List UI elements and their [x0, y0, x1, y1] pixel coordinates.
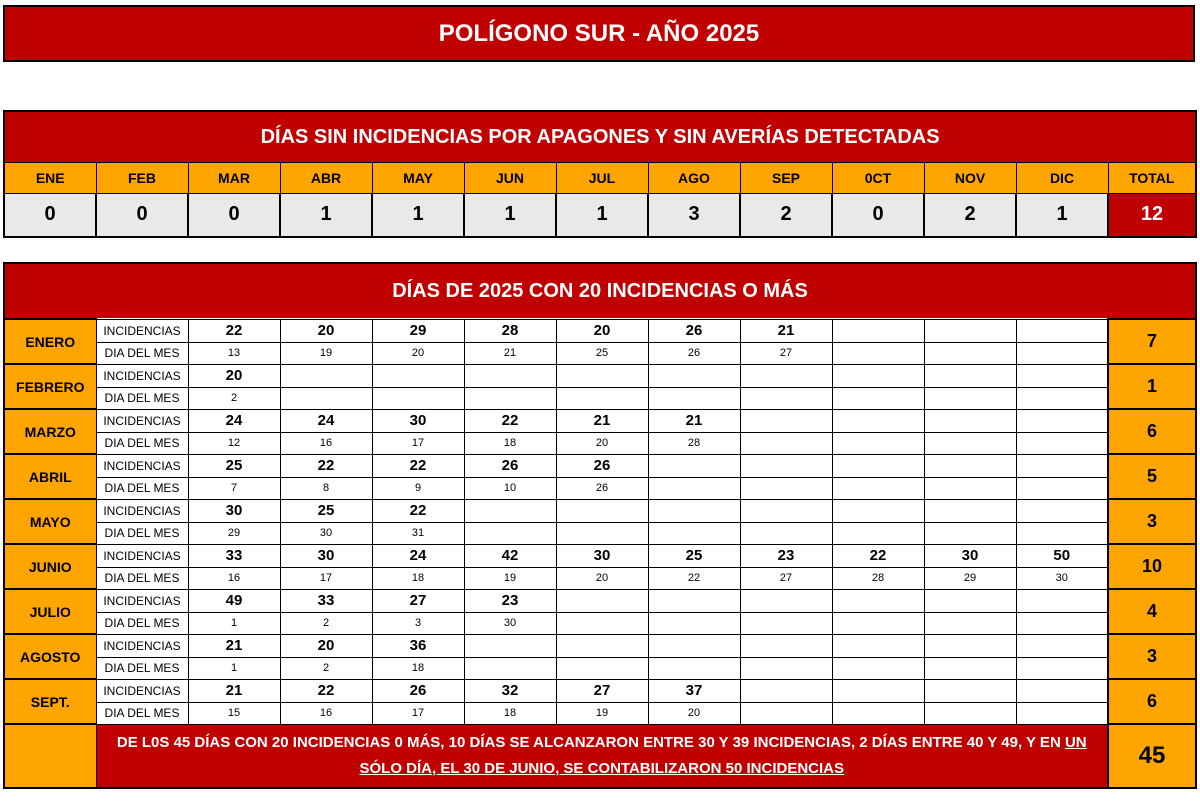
dia-value — [648, 657, 740, 679]
dia-value — [832, 477, 924, 499]
dia-value — [1016, 477, 1108, 499]
total-value: 12 — [1108, 194, 1196, 237]
dia-value: 9 — [372, 477, 464, 499]
month-dia-row — [4, 432, 1196, 454]
dia-value: 30 — [464, 612, 556, 634]
dia-value: 17 — [280, 567, 372, 589]
month-dia-row — [4, 342, 1196, 364]
dia-value: 19 — [464, 567, 556, 589]
incidencias-value: 23 — [464, 589, 556, 612]
incidencias-value: 22 — [280, 679, 372, 702]
incidencias-value — [832, 364, 924, 387]
dia-value: 12 — [188, 432, 280, 454]
month-name: ENERO — [4, 319, 96, 364]
dia-value — [1016, 612, 1108, 634]
dia-value — [924, 342, 1016, 364]
incidencias-value: 32 — [464, 679, 556, 702]
dia-value: 30 — [1016, 567, 1108, 589]
dia-value — [832, 342, 924, 364]
dia-value — [832, 657, 924, 679]
total-header: TOTAL — [1108, 163, 1196, 194]
month-incidencias-row — [4, 499, 1196, 522]
dia-value: 20 — [648, 702, 740, 724]
month-name: AGOSTO — [4, 634, 96, 679]
dia-value: 15 — [188, 702, 280, 724]
month-dia-row — [4, 477, 1196, 499]
dia-value: 2 — [280, 657, 372, 679]
dia-value — [924, 612, 1016, 634]
incidencias-value — [832, 679, 924, 702]
month-value: 3 — [648, 194, 740, 237]
month-incidencias-row — [4, 319, 1196, 342]
incidencias-value — [740, 454, 832, 477]
dia-value: 29 — [188, 522, 280, 544]
footer-summary — [96, 724, 1108, 788]
month-value: 0 — [4, 194, 96, 237]
incidencias-value: 22 — [372, 499, 464, 522]
dia-value — [740, 387, 832, 409]
dia-value — [648, 477, 740, 499]
incidencias-value: 30 — [924, 544, 1016, 567]
month-count: 5 — [1108, 454, 1196, 499]
dia-value — [740, 477, 832, 499]
incidencias-value: 22 — [280, 454, 372, 477]
incidencias-value — [924, 589, 1016, 612]
dia-value: 7 — [188, 477, 280, 499]
dia-value — [740, 432, 832, 454]
incidencias-label: INCIDENCIAS — [96, 454, 188, 477]
dia-value — [1016, 657, 1108, 679]
dia-value: 18 — [372, 567, 464, 589]
month-header: NOV — [924, 163, 1016, 194]
incidencias-value: 37 — [648, 679, 740, 702]
month-header: MAY — [372, 163, 464, 194]
dia-label: DIA DEL MES — [96, 432, 188, 454]
incidencias-value: 33 — [188, 544, 280, 567]
month-dia-row — [4, 612, 1196, 634]
incidencias-value: 33 — [280, 589, 372, 612]
dia-value: 21 — [464, 342, 556, 364]
month-name: JULIO — [4, 589, 96, 634]
incidencias-value: 25 — [648, 544, 740, 567]
incidencias-value: 30 — [372, 409, 464, 432]
incidencias-value: 20 — [556, 319, 648, 342]
dia-value: 25 — [556, 342, 648, 364]
no-incidents-heading: DÍAS SIN INCIDENCIAS POR APAGONES Y SIN AVERÍAS DETECTADAS — [4, 111, 1196, 163]
incidencias-label: INCIDENCIAS — [96, 544, 188, 567]
incidencias-value: 36 — [372, 634, 464, 657]
dia-label: DIA DEL MES — [96, 477, 188, 499]
dia-value — [924, 387, 1016, 409]
incidencias-value: 49 — [188, 589, 280, 612]
dia-value: 19 — [280, 342, 372, 364]
dia-label: DIA DEL MES — [96, 567, 188, 589]
incidencias-value — [648, 634, 740, 657]
incidencias-value — [832, 409, 924, 432]
incidencias-value — [740, 589, 832, 612]
month-count: 6 — [1108, 409, 1196, 454]
month-incidencias-row — [4, 544, 1196, 567]
dia-value: 18 — [372, 657, 464, 679]
dia-value: 16 — [188, 567, 280, 589]
incidencias-value — [924, 679, 1016, 702]
month-header: JUN — [464, 163, 556, 194]
incidencias-value — [832, 589, 924, 612]
dia-value: 28 — [648, 432, 740, 454]
incidencias-value — [832, 319, 924, 342]
incidencias-label: INCIDENCIAS — [96, 679, 188, 702]
dia-label: DIA DEL MES — [96, 342, 188, 364]
no-incidents-table — [3, 110, 1197, 238]
incidencias-label: INCIDENCIAS — [96, 364, 188, 387]
incidencias-value: 20 — [188, 364, 280, 387]
incidencias-value: 20 — [280, 634, 372, 657]
dia-value — [740, 657, 832, 679]
dia-value: 3 — [372, 612, 464, 634]
dia-value: 1 — [188, 612, 280, 634]
incidencias-value: 21 — [556, 409, 648, 432]
incidencias-value: 26 — [648, 319, 740, 342]
dia-value — [556, 522, 648, 544]
dia-value: 16 — [280, 432, 372, 454]
incidencias-value — [648, 454, 740, 477]
incidencias-value — [556, 634, 648, 657]
incidencias-value: 22 — [464, 409, 556, 432]
incidencias-value — [464, 634, 556, 657]
dia-value — [556, 387, 648, 409]
month-incidencias-row — [4, 634, 1196, 657]
month-value: 2 — [740, 194, 832, 237]
month-dia-row — [4, 522, 1196, 544]
footer-summary-text: DE L0S 45 DÍAS CON 20 INCIDENCIAS 0 MÁS, 10 DÍAS SE ALCANZARON ENTRE 30 Y 39 INCIDENCIAS, 2 DÍAS ENTRE 40 Y 49, Y EN — [116, 733, 1065, 751]
dia-label: DIA DEL MES — [96, 522, 188, 544]
dia-value: 28 — [832, 567, 924, 589]
month-header: MAR — [188, 163, 280, 194]
incidencias-label: INCIDENCIAS — [96, 319, 188, 342]
incidencias-value — [1016, 364, 1108, 387]
incidencias-label: INCIDENCIAS — [96, 589, 188, 612]
incidencias-value: 23 — [740, 544, 832, 567]
dia-value — [924, 702, 1016, 724]
dia-value — [832, 387, 924, 409]
month-value: 1 — [372, 194, 464, 237]
incidencias-value: 21 — [740, 319, 832, 342]
incidencias-value: 27 — [372, 589, 464, 612]
dia-value — [464, 657, 556, 679]
dia-value — [464, 522, 556, 544]
dia-value — [924, 432, 1016, 454]
dia-value: 18 — [464, 432, 556, 454]
incidencias-value — [924, 409, 1016, 432]
incidencias-value — [924, 319, 1016, 342]
incidencias-value — [924, 454, 1016, 477]
incidencias-value: 24 — [280, 409, 372, 432]
dia-value — [924, 657, 1016, 679]
month-value: 0 — [832, 194, 924, 237]
month-value: 1 — [280, 194, 372, 237]
dia-value — [556, 657, 648, 679]
month-dia-row — [4, 567, 1196, 589]
month-count: 3 — [1108, 499, 1196, 544]
footer-summary-highlight: UN SÓLO DÍA, EL 30 DE JUNIO, SE CONTABILIZARON 50 INCIDENCIAS — [359, 733, 1087, 777]
incidencias-value: 25 — [188, 454, 280, 477]
incidencias-value — [832, 634, 924, 657]
high-incidents-heading: DÍAS DE 2025 CON 20 INCIDENCIAS O MÁS — [4, 263, 1196, 319]
dia-value: 20 — [372, 342, 464, 364]
month-value: 1 — [556, 194, 648, 237]
month-count: 7 — [1108, 319, 1196, 364]
incidencias-value — [648, 364, 740, 387]
month-name: FEBRERO — [4, 364, 96, 409]
incidencias-value: 30 — [280, 544, 372, 567]
dia-value — [648, 522, 740, 544]
month-value: 1 — [1016, 194, 1108, 237]
month-count: 6 — [1108, 679, 1196, 724]
dia-value — [832, 702, 924, 724]
incidencias-value — [740, 364, 832, 387]
month-count: 3 — [1108, 634, 1196, 679]
incidencias-value — [1016, 634, 1108, 657]
dia-label: DIA DEL MES — [96, 657, 188, 679]
month-value: 1 — [464, 194, 556, 237]
dia-value: 20 — [556, 432, 648, 454]
dia-label: DIA DEL MES — [96, 702, 188, 724]
incidencias-value — [1016, 679, 1108, 702]
dia-value: 31 — [372, 522, 464, 544]
incidencias-value — [556, 364, 648, 387]
incidencias-value — [1016, 499, 1108, 522]
dia-value — [740, 702, 832, 724]
month-dia-row — [4, 657, 1196, 679]
dia-value — [740, 612, 832, 634]
month-value: 2 — [924, 194, 1016, 237]
incidencias-value: 22 — [372, 454, 464, 477]
incidencias-value: 24 — [188, 409, 280, 432]
month-incidencias-row — [4, 364, 1196, 387]
incidencias-value — [740, 409, 832, 432]
incidencias-label: INCIDENCIAS — [96, 409, 188, 432]
incidencias-value: 21 — [188, 679, 280, 702]
incidencias-value: 22 — [188, 319, 280, 342]
incidencias-value: 29 — [372, 319, 464, 342]
incidencias-value: 42 — [464, 544, 556, 567]
dia-value — [832, 612, 924, 634]
dia-value: 1 — [188, 657, 280, 679]
month-header: ENE — [4, 163, 96, 194]
page-title: POLÍGONO SUR - AÑO 2025 — [3, 5, 1195, 62]
month-incidencias-row — [4, 409, 1196, 432]
incidencias-label: INCIDENCIAS — [96, 499, 188, 522]
dia-value — [372, 387, 464, 409]
incidencias-value: 28 — [464, 319, 556, 342]
month-header: SEP — [740, 163, 832, 194]
dia-value: 18 — [464, 702, 556, 724]
month-name: MAYO — [4, 499, 96, 544]
incidencias-value: 27 — [556, 679, 648, 702]
month-name: JUNIO — [4, 544, 96, 589]
dia-value — [924, 522, 1016, 544]
incidencias-value — [740, 499, 832, 522]
month-incidencias-row — [4, 454, 1196, 477]
incidencias-value: 24 — [372, 544, 464, 567]
dia-value: 30 — [280, 522, 372, 544]
incidencias-value: 20 — [280, 319, 372, 342]
footer-total: 45 — [1108, 724, 1196, 788]
incidencias-value — [1016, 454, 1108, 477]
dia-value: 29 — [924, 567, 1016, 589]
dia-value: 10 — [464, 477, 556, 499]
dia-value — [1016, 387, 1108, 409]
month-value: 0 — [188, 194, 280, 237]
month-count: 10 — [1108, 544, 1196, 589]
incidencias-value: 25 — [280, 499, 372, 522]
month-name: MARZO — [4, 409, 96, 454]
dia-value: 19 — [556, 702, 648, 724]
dia-value: 16 — [280, 702, 372, 724]
footer-spacer — [4, 724, 96, 788]
dia-value: 2 — [188, 387, 280, 409]
dia-value: 17 — [372, 702, 464, 724]
high-incidents-table — [3, 262, 1197, 789]
dia-value — [1016, 702, 1108, 724]
incidencias-value — [924, 364, 1016, 387]
dia-value — [832, 432, 924, 454]
dia-value: 27 — [740, 342, 832, 364]
incidencias-value — [1016, 409, 1108, 432]
incidencias-value — [740, 679, 832, 702]
incidencias-value — [556, 589, 648, 612]
dia-value: 22 — [648, 567, 740, 589]
dia-value — [740, 522, 832, 544]
dia-value — [1016, 432, 1108, 454]
dia-value: 2 — [280, 612, 372, 634]
dia-value: 27 — [740, 567, 832, 589]
dia-value — [924, 477, 1016, 499]
dia-value: 8 — [280, 477, 372, 499]
month-count: 4 — [1108, 589, 1196, 634]
month-header: DIC — [1016, 163, 1108, 194]
month-dia-row — [4, 702, 1196, 724]
incidencias-value: 21 — [188, 634, 280, 657]
month-header: JUL — [556, 163, 648, 194]
month-name: SEPT. — [4, 679, 96, 724]
incidencias-value: 22 — [832, 544, 924, 567]
incidencias-value: 26 — [372, 679, 464, 702]
incidencias-value — [832, 499, 924, 522]
dia-value: 26 — [556, 477, 648, 499]
month-header: ABR — [280, 163, 372, 194]
dia-value: 13 — [188, 342, 280, 364]
incidencias-value — [1016, 589, 1108, 612]
incidencias-value — [372, 364, 464, 387]
incidencias-value — [648, 499, 740, 522]
incidencias-value — [556, 499, 648, 522]
dia-value — [280, 387, 372, 409]
month-count: 1 — [1108, 364, 1196, 409]
month-name: ABRIL — [4, 454, 96, 499]
incidencias-value: 26 — [556, 454, 648, 477]
dia-label: DIA DEL MES — [96, 387, 188, 409]
incidencias-value — [832, 454, 924, 477]
month-header: FEB — [96, 163, 188, 194]
month-header: 0CT — [832, 163, 924, 194]
incidencias-value — [1016, 319, 1108, 342]
dia-value: 17 — [372, 432, 464, 454]
month-value: 0 — [96, 194, 188, 237]
incidencias-value: 26 — [464, 454, 556, 477]
incidencias-value: 21 — [648, 409, 740, 432]
dia-value — [648, 387, 740, 409]
incidencias-value — [648, 589, 740, 612]
incidencias-value — [280, 364, 372, 387]
month-incidencias-row — [4, 589, 1196, 612]
month-header: AGO — [648, 163, 740, 194]
incidencias-label: INCIDENCIAS — [96, 634, 188, 657]
dia-value — [1016, 342, 1108, 364]
incidencias-value: 30 — [556, 544, 648, 567]
month-incidencias-row — [4, 679, 1196, 702]
dia-label: DIA DEL MES — [96, 612, 188, 634]
incidencias-value: 30 — [188, 499, 280, 522]
month-dia-row — [4, 387, 1196, 409]
incidencias-value — [740, 634, 832, 657]
dia-value — [464, 387, 556, 409]
dia-value: 20 — [556, 567, 648, 589]
dia-value — [556, 612, 648, 634]
dia-value — [648, 612, 740, 634]
incidencias-value — [464, 499, 556, 522]
incidencias-value — [924, 499, 1016, 522]
incidencias-value: 50 — [1016, 544, 1108, 567]
dia-value: 26 — [648, 342, 740, 364]
dia-value — [832, 522, 924, 544]
incidencias-value — [464, 364, 556, 387]
dia-value — [1016, 522, 1108, 544]
incidencias-value — [924, 634, 1016, 657]
